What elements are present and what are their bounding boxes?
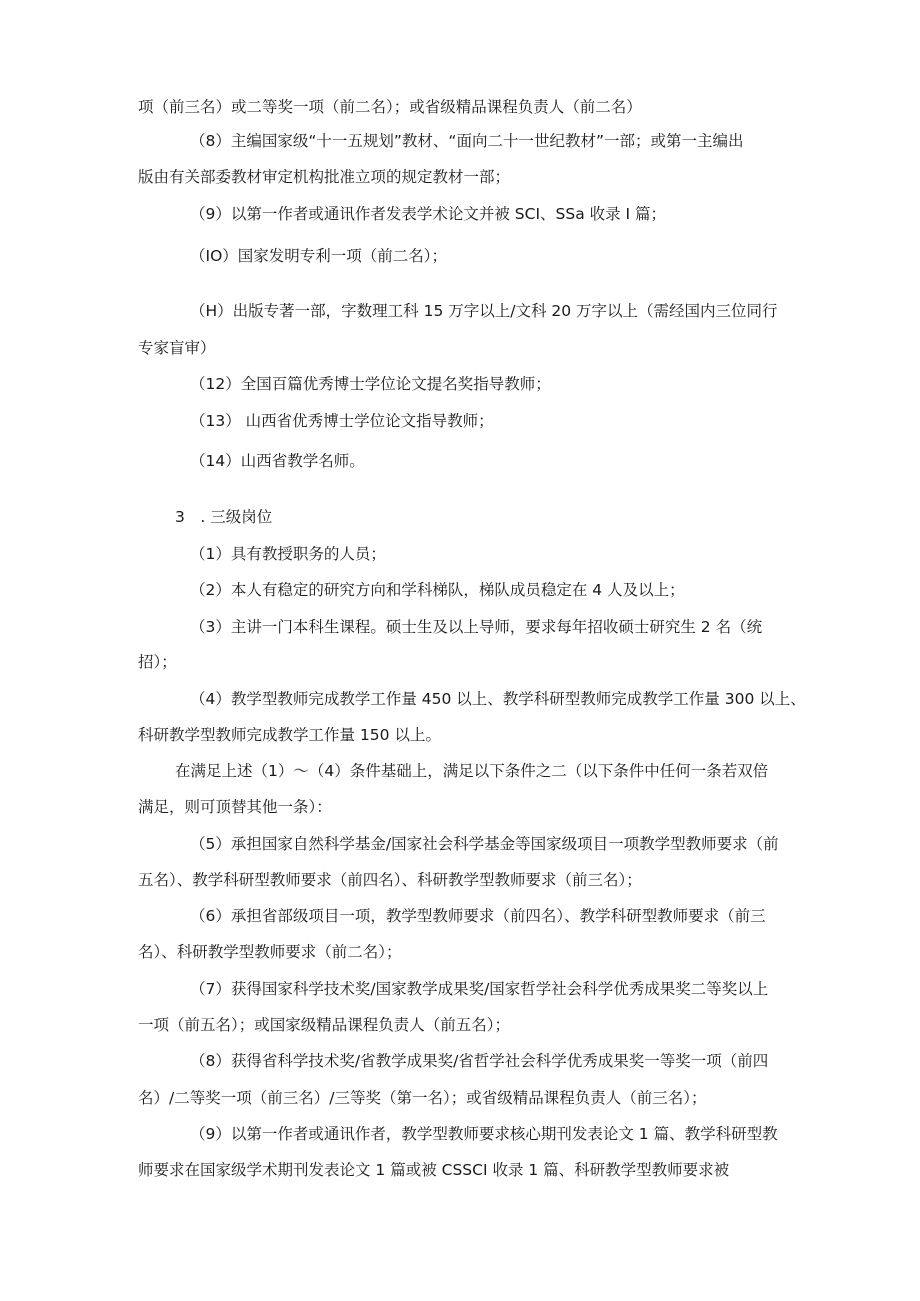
text-line: （12）全国百篇优秀博士学位论文提名奖指导教师； (190, 375, 551, 393)
text-line: （7）获得国家科学技术奖/国家教学成果奖/国家哲学社会科学优秀成果奖二等奖以上 (190, 980, 769, 998)
text-line: 师要求在国家级学术期刊发表论文 1 篇或被 CSSCI 收录 1 篇、科研教学型教师要求被 (138, 1161, 730, 1179)
text-line: （2）本人有稳定的研究方向和学科梯队，梯队成员稳定在 4 人及以上； (190, 581, 685, 599)
text-line: （5）承担国家自然科学基金/国家社会科学基金等国家级项目一项教学型教师要求（前 (190, 835, 779, 853)
text-line: 专家盲审） (138, 339, 216, 357)
text-line: 项（前三名）或二等奖一项（前二名）；或省级精品课程负责人（前二名） (138, 98, 642, 116)
text-line: （9）以第一作者或通讯作者发表学术论文并被 SCI、SSa 收录 I 篇； (190, 205, 667, 223)
text-line: （H）出版专著一部，字数理工科 15 万字以上/文科 20 万字以上（需经国内三位同行 (190, 302, 778, 320)
text-line: （13） 山西省优秀博士学位论文指导教师； (190, 412, 494, 430)
section-heading: 3 . 三级岗位 (175, 508, 273, 526)
text-line: 在满足上述（1）～（4）条件基础上，满足以下条件之二（以下条件中任何一条若双倍 (175, 762, 769, 780)
text-line: 满足，则可顶替其他一条）： (138, 798, 332, 816)
text-line: 招）； (138, 653, 177, 671)
text-line: 一项（前五名）；或国家级精品课程负责人（前五名）； (138, 1016, 511, 1034)
text-line: （4）教学型教师完成教学工作量 450 以上、教学科研型教师完成教学工作量 300 以上、 (190, 690, 806, 708)
text-line: （9）以第一作者或通讯作者，教学型教师要求核心期刊发表论文 1 篇、教学科研型教 (190, 1125, 778, 1143)
text-line: （3）主讲一门本科生课程。硕士生及以上导师，要求每年招收硕士研究生 2 名（统 (190, 618, 763, 636)
text-line: （IO）国家发明专利一项（前二名）； (190, 247, 448, 265)
text-line: 版由有关部委教材审定机构批准立项的规定教材一部； (138, 168, 511, 186)
text-line: （8）获得省科学技术奖/省教学成果奖/省哲学社会科学优秀成果奖一等奖一项（前四 (190, 1052, 769, 1070)
text-line: （6）承担省部级项目一项，教学型教师要求（前四名）、教学科研型教师要求（前三 (190, 907, 766, 925)
text-line: 五名）、教学科研型教师要求（前四名）、科研教学型教师要求（前三名）； (138, 871, 642, 889)
text-line: 科研教学型教师完成教学工作量 150 以上。 (138, 726, 441, 744)
text-line: 名）、科研教学型教师要求（前二名）； (138, 943, 402, 961)
text-line: （14）山西省教学名师。 (190, 452, 365, 470)
text-line: 名）/二等奖一项（前三名）/三等奖（第一名）；或省级精品课程负责人（前三名）； (138, 1089, 707, 1107)
text-line: （8）主编国家级“十一五规划”教材、“面向二十一世纪教材”一部；或第一主编出 (190, 132, 744, 150)
text-line: （1）具有教授职务的人员； (190, 545, 386, 563)
